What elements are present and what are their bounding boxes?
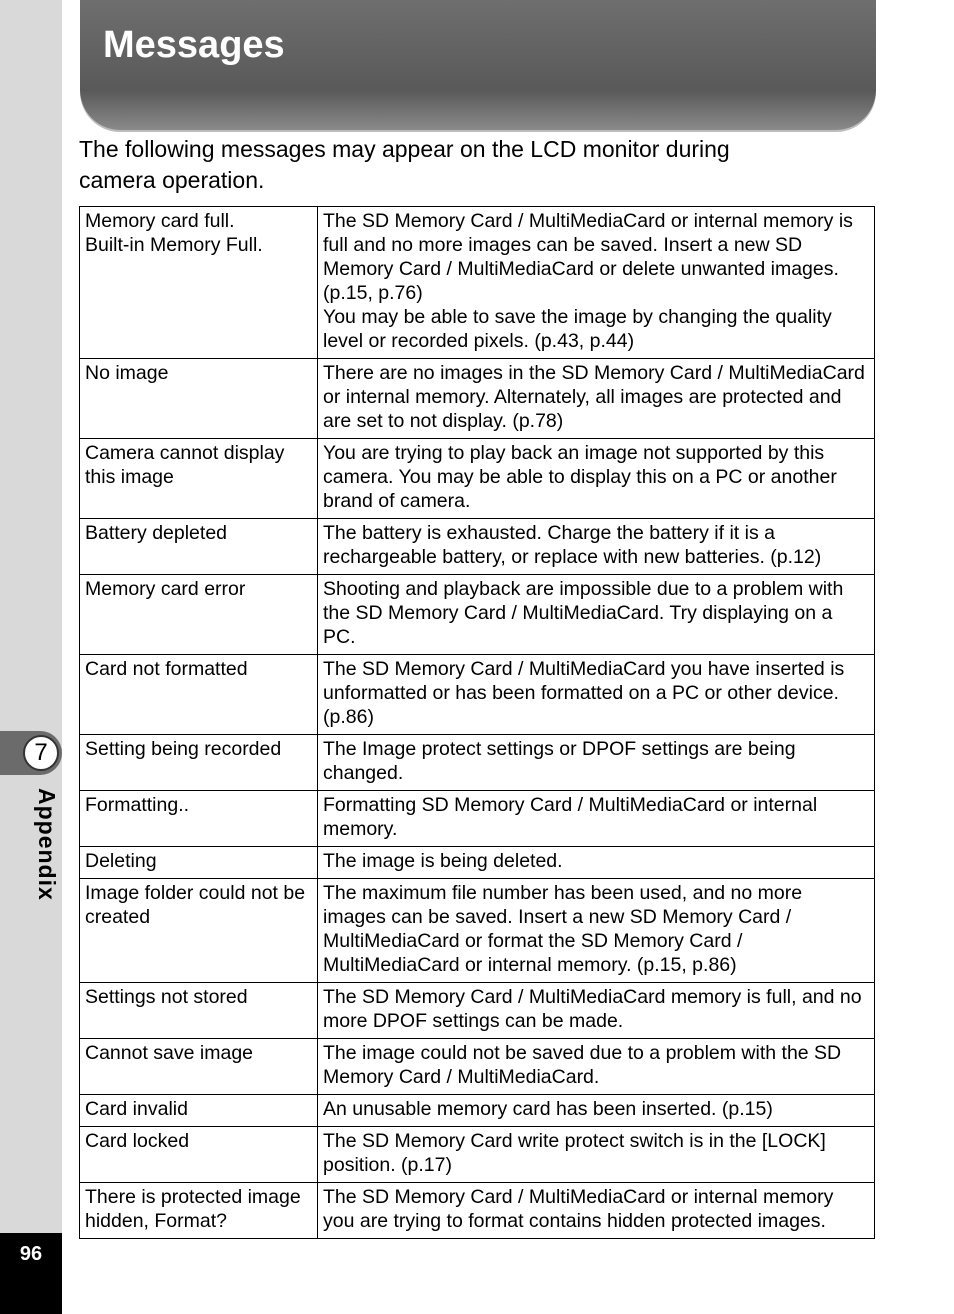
message-cell: Card not formatted [80, 655, 318, 735]
description-cell: You are trying to play back an image not supported by this camera. You may be able to display this on a PC or another brand of camera. [318, 439, 875, 519]
message-cell: Settings not stored [80, 983, 318, 1039]
table-row [80, 1039, 875, 1095]
page-title: Messages [103, 24, 285, 66]
table-row [80, 359, 875, 439]
message-cell: Battery depleted [80, 519, 318, 575]
table-row [80, 735, 875, 791]
message-cell: Card invalid [80, 1095, 318, 1127]
messages-table-body [80, 207, 875, 1239]
table-row [80, 519, 875, 575]
description-cell: The battery is exhausted. Charge the battery if it is a rechargeable battery, or replace with new batteries. (p.12) [318, 519, 875, 575]
table-row [80, 1095, 875, 1127]
page-number: 96 [19, 1243, 43, 1265]
description-cell: The SD Memory Card / MultiMediaCard you have inserted is unformatted or has been formatted on a PC or other device. (p.86) [318, 655, 875, 735]
description-cell: An unusable memory card has been inserted. (p.15) [318, 1095, 875, 1127]
table-row [80, 983, 875, 1039]
table-row [80, 439, 875, 519]
side-strip [0, 0, 62, 1314]
description-cell: The image is being deleted. [318, 847, 875, 879]
message-cell: Deleting [80, 847, 318, 879]
message-cell: Cannot save image [80, 1039, 318, 1095]
description-cell: The SD Memory Card / MultiMediaCard or internal memory is full and no more images can be saved. Insert a new SD Memory Card / MultiMediaCard or delete unwanted images. (p.15, p.76) You may be able to save the image by changing the quality level or recorded pixels. (p.43, p.44) [318, 207, 875, 359]
description-cell: The maximum file number has been used, and no more images can be saved. Insert a new SD Memory Card / MultiMediaCard or format the SD Memory Card / MultiMediaCard or internal memory. (p.15, p.86) [318, 879, 875, 983]
description-cell: The SD Memory Card / MultiMediaCard memory is full, and no more DPOF settings can be made. [318, 983, 875, 1039]
message-cell: Setting being recorded [80, 735, 318, 791]
message-cell: Memory card full. Built-in Memory Full. [80, 207, 318, 359]
table-row [80, 847, 875, 879]
message-cell: No image [80, 359, 318, 439]
table-row [80, 879, 875, 983]
description-cell: Shooting and playback are impossible due to a problem with the SD Memory Card / MultiMediaCard. Try displaying on a PC. [318, 575, 875, 655]
table-row [80, 575, 875, 655]
description-cell: The image could not be saved due to a problem with the SD Memory Card / MultiMediaCard. [318, 1039, 875, 1095]
message-cell: There is protected image hidden, Format? [80, 1183, 318, 1239]
description-cell: There are no images in the SD Memory Card / MultiMediaCard or internal memory. Alternately, all images are protected and are set to not display. (p.78) [318, 359, 875, 439]
table-row [80, 655, 875, 735]
table-row [80, 1127, 875, 1183]
messages-table [79, 206, 875, 1239]
description-cell: Formatting SD Memory Card / MultiMediaCard or internal memory. [318, 791, 875, 847]
table-row [80, 791, 875, 847]
message-cell: Image folder could not be created [80, 879, 318, 983]
message-cell: Formatting.. [80, 791, 318, 847]
description-cell: The SD Memory Card / MultiMediaCard or internal memory you are trying to format contains hidden protected images. [318, 1183, 875, 1239]
intro-text: The following messages may appear on the LCD monitor during camera operation. [79, 136, 730, 193]
table-row [80, 1183, 875, 1239]
chapter-label: Appendix [34, 788, 60, 901]
table-row [80, 207, 875, 359]
message-cell: Card locked [80, 1127, 318, 1183]
description-cell: The Image protect settings or DPOF settings are being changed. [318, 735, 875, 791]
message-cell: Camera cannot display this image [80, 439, 318, 519]
description-cell: The SD Memory Card write protect switch is in the [LOCK] position. (p.17) [318, 1127, 875, 1183]
message-cell: Memory card error [80, 575, 318, 655]
chapter-number: 7 [23, 735, 59, 771]
